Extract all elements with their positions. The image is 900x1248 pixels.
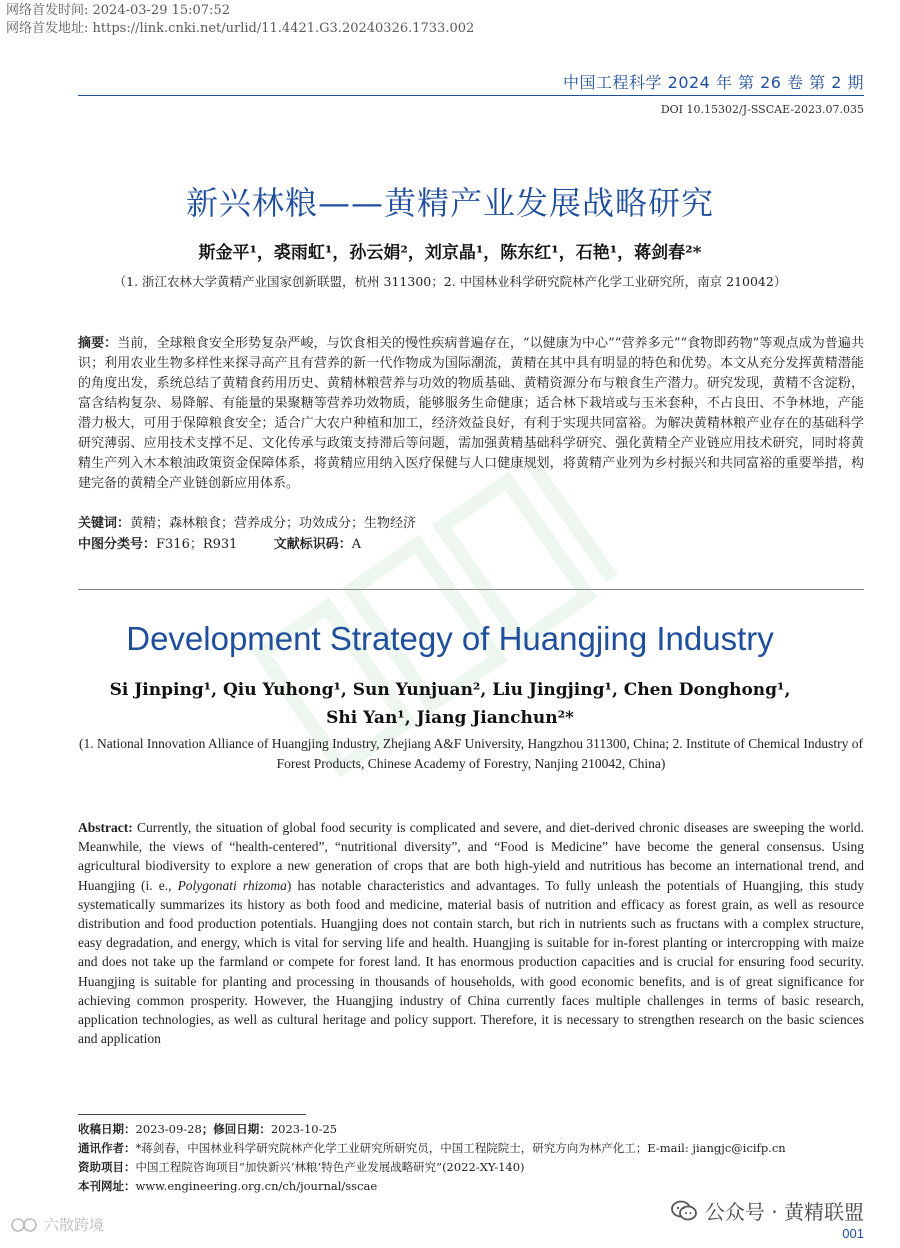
abstract-en-part2: ) has notable characteristics and advantages. To fully unleash the potentials of Huangjing, this study systematically summarizes its history as both food and medicine, material basis of nutrition and efficacy as forest grain, as well as resource distribution and food production potentials. Huangjing does not contain starch, but rich in nutrients such as fructans with a complex structure, easy degradation, and energy, which is vital for serving life and health. Huangjing is suitable for in-forest planting or intercropping with maize and does not take up the farmland or compete for forest land. It has enormous production capacities and is crucial for ensuring food security. Huangjing is suitable for planting and processing in thousands of households, with good economic benefits, and is of great significance for achieving common prosperity. However, the Huangjing industry of China currently faces multiple challenges in terms of basic research, application technologies, as well as cultural heritage and policy support. Therefore, it is necessary to strengthen research on the basic sciences and application bbox=[78, 877, 864, 1047]
fund-label: 资助项目： bbox=[78, 1160, 136, 1174]
abstract-cn-label: 摘要： bbox=[78, 336, 118, 351]
corner-watermark bbox=[10, 1214, 104, 1235]
clc-value: F316；R931 bbox=[156, 537, 238, 552]
abstract-en bbox=[78, 818, 864, 1048]
affiliations-cn: （1. 浙江农林大学黄精产业国家创新联盟，杭州 311300；2. 中国林业科学研究院林产化学工业研究所，南京 210042） bbox=[113, 274, 787, 289]
received-label: 收稿日期： bbox=[78, 1122, 136, 1136]
corr-label: 通讯作者： bbox=[78, 1141, 136, 1155]
page-number: 001 bbox=[842, 1226, 864, 1241]
authors-cn: 斯金平¹，裘雨虹¹，孙云娟²，刘京晶¹，陈东红¹，石艳¹，蒋剑春²* bbox=[198, 243, 702, 263]
doccode-label: 文献标识码： bbox=[273, 537, 352, 552]
classification-cn bbox=[78, 535, 864, 555]
journal-url[interactable]: www.engineering.org.cn/ch/journal/sscae bbox=[135, 1179, 378, 1193]
footnote-website bbox=[78, 1177, 864, 1196]
online-url-label: 网络首发地址: bbox=[6, 21, 93, 36]
header-rule bbox=[78, 95, 864, 96]
doccode-value: A bbox=[351, 537, 362, 552]
abstract-en-part1: Currently, the situation of global food security is complicated and severe, and diet-derived chronic diseases are sweeping the world. Meanwhile, the views of “health-centered”, “nutritional diversity”, and “Food is Medicine” have become the general consensus. Using agricultural biodiversity to explore a new generation of crops that are both high-yield and nutritious has become an international trend, and Huangjing (i. e., bbox=[78, 820, 864, 893]
online-publish-time: 网络首发时间: 2024-03-29 15:07:52 bbox=[6, 3, 230, 18]
abstract-cn-text: 当前，全球粮食安全形势复杂严峻，与饮食相关的慢性疾病普遍存在，“以健康为中心”“营养多元”“食物即药物”等观点成为普遍共识；利用农业生物多样性来探寻高产且有营养的新一代作物成为国际潮流，黄精在其中具有明显的特色和优势。本文从充分发挥黄精潜能的角度出发，系统总结了黄精食药用历史、黄精林粮营养与功效的物质基础、黄精资源分布与粮食生产潜力。研究发现，黄精不含淀粉，富含结构复杂、易降解、有能量的果聚糖等营养功效物质，能够服务生命健康；适合林下栽培或与玉米套种，不占良田、不争林地，产能潜力极大，可用于保障粮食安全；适合广大农户种植和加工，经济效益良好，有利于实现共同富裕。为解决黄精林粮产业存在的基础科学研究薄弱、应用技术支撑不足、文化传承与政策支持滞后等问题，需加强黄精基础科学研究、强化黄精全产业链应用技术研究，同时将黄精生产列入木本粮油政策资金保障体系，将黄精应用纳入医疗保健与人口健康规划，将黄精产业列为乡村振兴和共同富裕的重要举措，构建完备的黄精全产业链创新应用体系。 bbox=[78, 336, 864, 491]
journal-issue: 中国工程科学 2024 年 第 26 卷 第 2 期 bbox=[563, 73, 864, 92]
revised-date: 2023-10-25 bbox=[270, 1122, 338, 1136]
wechat-account-name: 公众号 · 黄精联盟 bbox=[704, 1200, 864, 1224]
authors-en-line2: Shi Yan¹, Jiang Jianchun²* bbox=[326, 708, 574, 728]
online-url-link[interactable]: https://link.cnki.net/urlid/11.4421.G3.20240326.1733.002 bbox=[92, 21, 475, 36]
online-publish-address bbox=[6, 20, 474, 38]
section-divider bbox=[78, 589, 864, 590]
received-date: 2023-09-28 bbox=[135, 1122, 202, 1136]
clc-label: 中图分类号： bbox=[78, 537, 157, 552]
wechat-icon bbox=[671, 1200, 697, 1222]
abstract-en-label: Abstract: bbox=[78, 820, 133, 835]
revised-label: ；修回日期： bbox=[201, 1122, 271, 1136]
keywords-cn bbox=[78, 514, 864, 534]
footnote-dates bbox=[78, 1120, 864, 1139]
doi: DOI 10.15302/J-SSCAE-2023.07.035 bbox=[660, 103, 864, 116]
abstract-en-italic: Polygonati rhizoma bbox=[177, 877, 287, 893]
authors-en bbox=[100, 676, 800, 732]
corner-logo-icon bbox=[10, 1216, 40, 1234]
url-label: 本刊网址： bbox=[78, 1179, 136, 1193]
paper-title-en: Development Strategy of Huangjing Industry bbox=[126, 620, 774, 657]
abstract-cn bbox=[78, 334, 864, 494]
footnotes bbox=[78, 1120, 864, 1196]
footnote-corresponding bbox=[78, 1139, 864, 1158]
affiliations-en: (1. National Innovation Alliance of Huangjing Industry, Zhejiang A&F University, Hangzhou 311300, China; 2. Institute of Chemical Industry of Forest Products, Chinese Academy of Forestry, Nanjing 210042, China) bbox=[79, 736, 863, 771]
keywords-cn-label: 关键词： bbox=[78, 516, 131, 531]
corner-watermark-text: 六散跨境 bbox=[44, 1216, 105, 1234]
wechat-account[interactable] bbox=[671, 1196, 864, 1225]
fund-text: 中国工程院咨询项目“加快新兴‘林粮’特色产业发展战略研究”(2022-XY-140) bbox=[135, 1160, 525, 1174]
footnote-funding bbox=[78, 1158, 864, 1177]
keywords-cn-text: 黄精；森林粮食；营养成分；功效成分；生物经济 bbox=[130, 516, 417, 531]
corr-text: *蒋剑春，中国林业科学研究院林产化学工业研究所研究员，中国工程院院士，研究方向为林产化工；E-mail: jiangjc@icifp.cn bbox=[135, 1141, 786, 1155]
paper-title-cn: 新兴林粮——黄精产业发展战略研究 bbox=[185, 184, 714, 222]
footnote-rule bbox=[78, 1114, 306, 1115]
authors-en-line1: Si Jinping¹, Qiu Yuhong¹, Sun Yunjuan², Liu Jingjing¹, Chen Donghong¹, bbox=[109, 680, 791, 700]
